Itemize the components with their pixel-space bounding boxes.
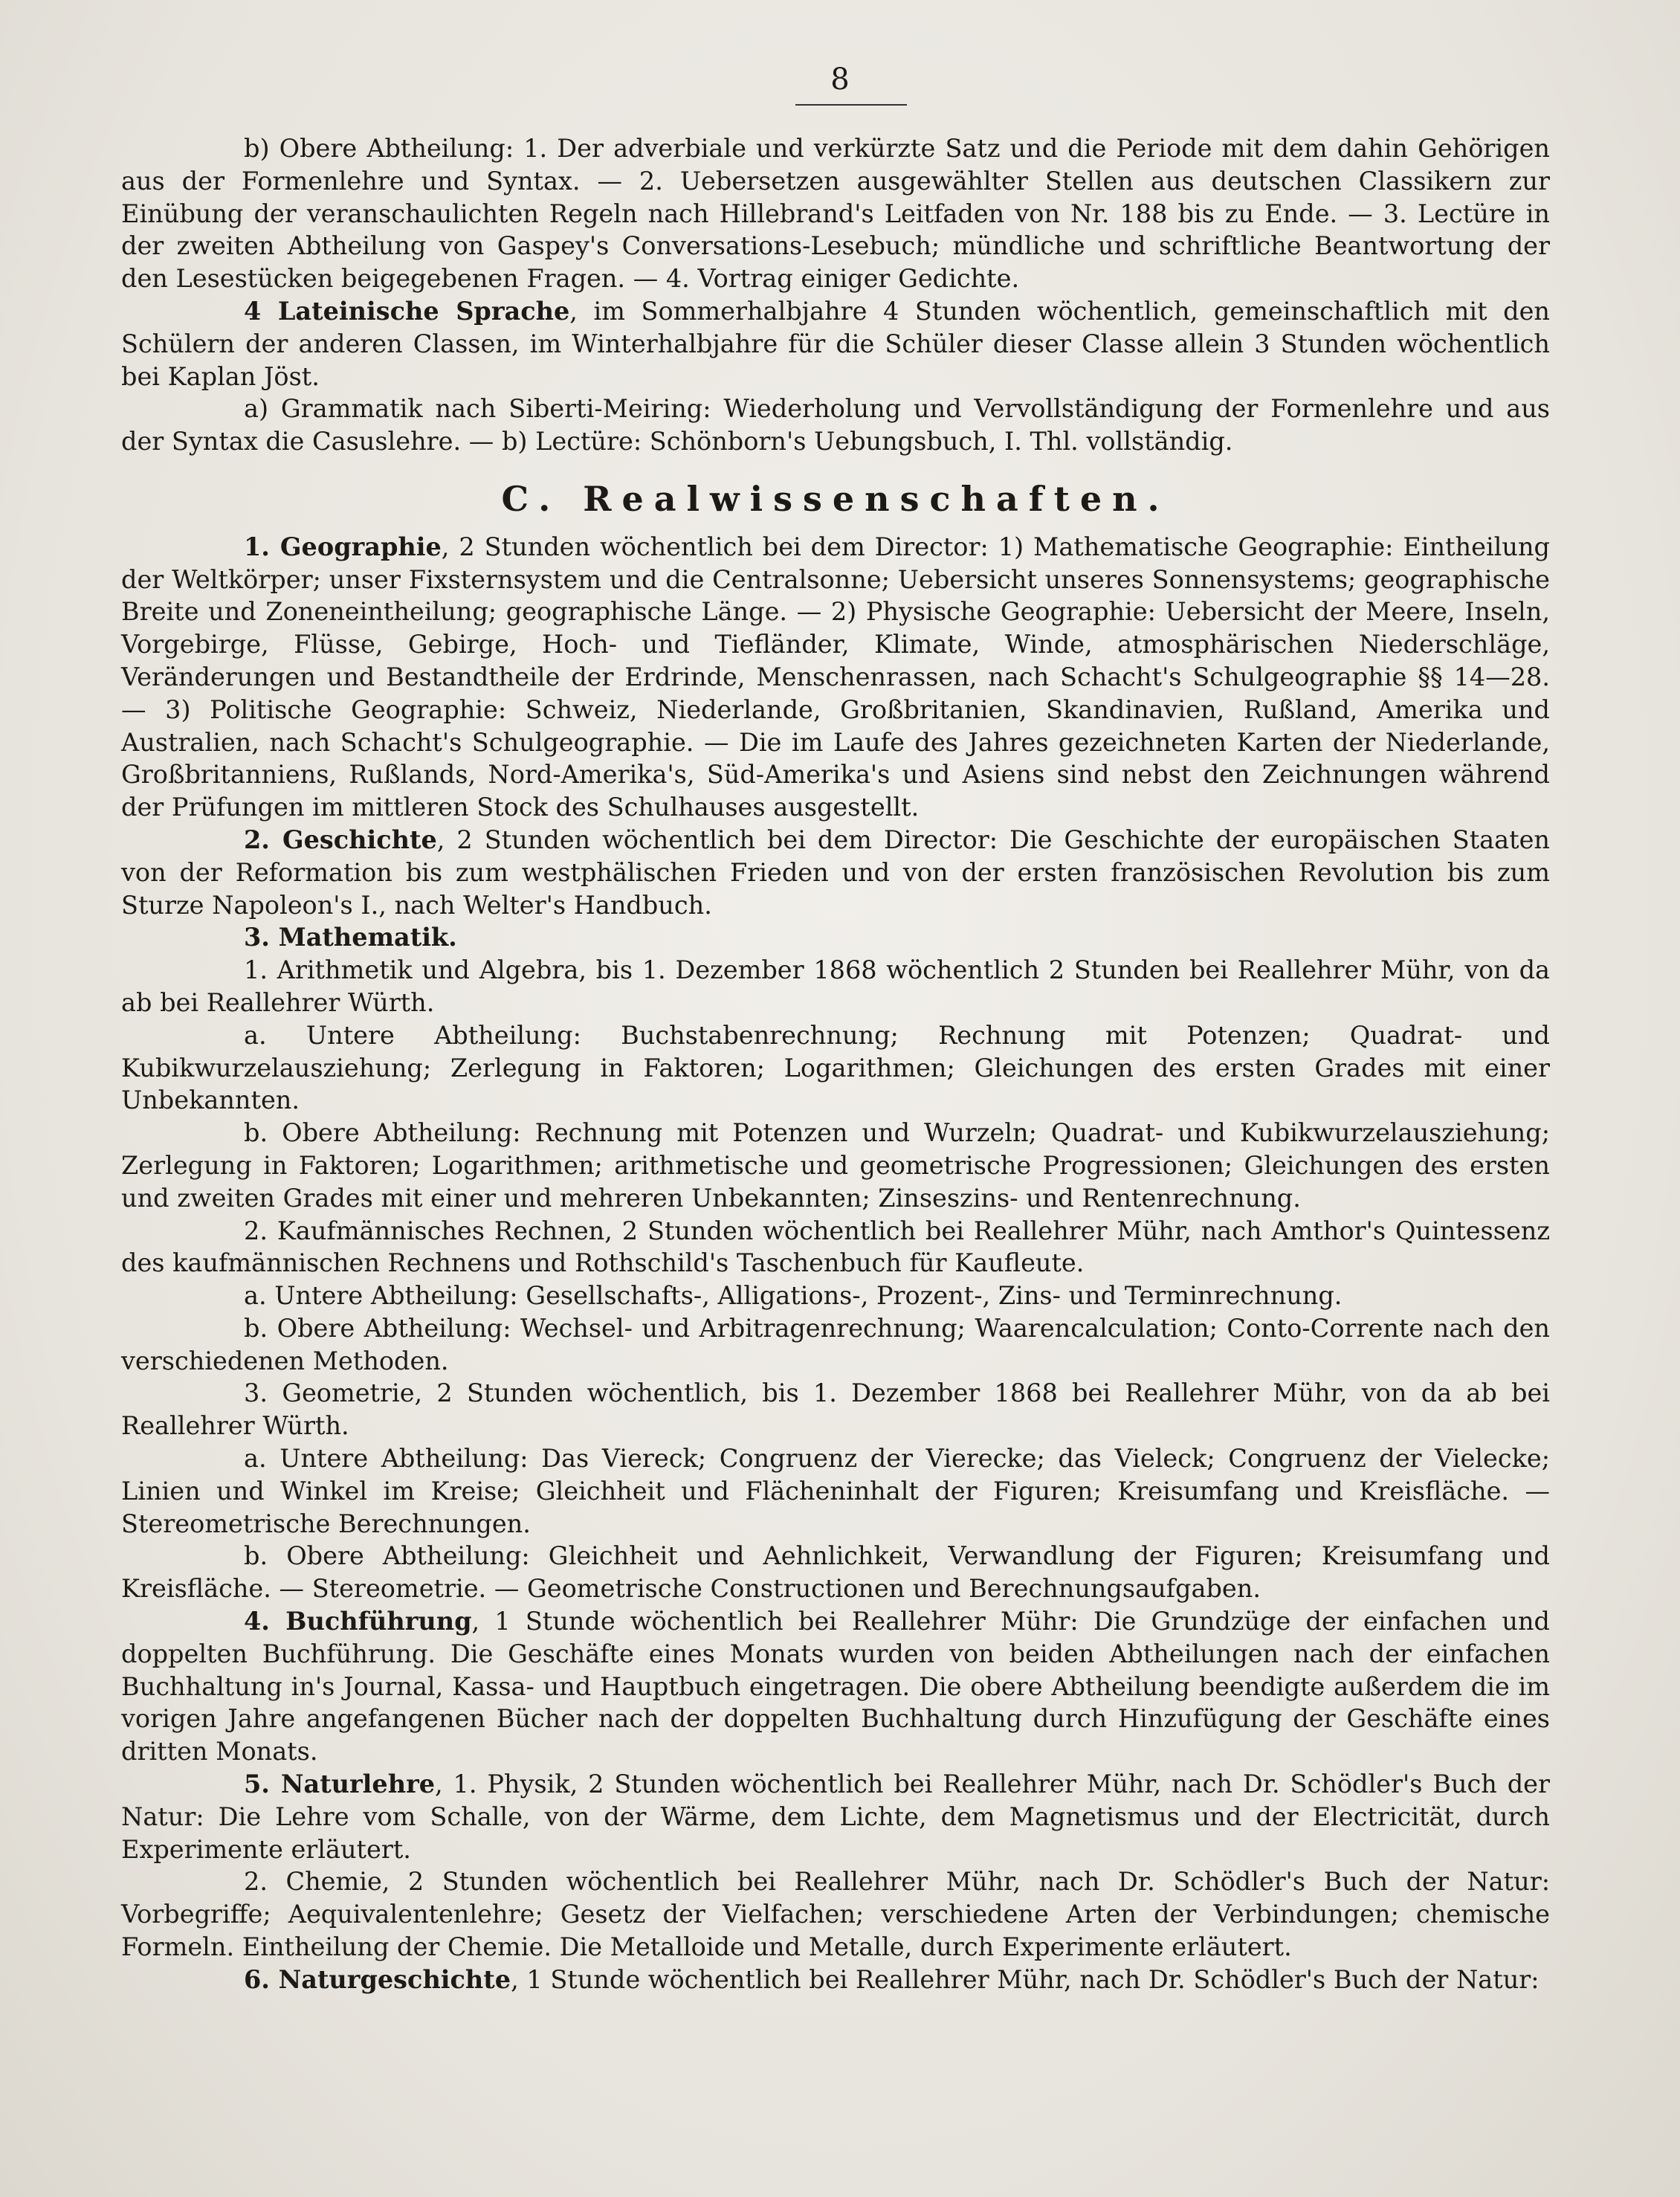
paragraph-arithmetik-obere: b. Obere Abtheilung: Rechnung mit Potenzen und Wurzeln; Quadrat- und Kubikwurzelausziehung; Zerlegung in Faktoren; Logarithmen; arithmetische und geometrische Progressionen; Gleichungen des ersten und zweiten Grades mit einer und mehreren Unbekannten; Zinseszins- und Rentenrechnung. (121, 1118, 1550, 1213)
paragraph-lateinische-sprache (121, 295, 1550, 393)
paragraph-kaufmaennisches-rechnen: 2. Kaufmännisches Rechnen, 2 Stunden wöchentlich bei Reallehrer Mühr, nach Amthor's Quintessenz des kaufmännischen Rechnens und Rothschild's Taschenbuch für Kaufleute. (121, 1216, 1550, 1278)
section-title-geschichte: 2. Geschichte (244, 825, 437, 854)
section-text-naturlehre: , 1. Physik, 2 Stunden wöchentlich bei Reallehrer Mühr, nach Dr. Schödler's Buch der Natur: Die Lehre vom Schalle, von der Wärme, dem Lichte, dem Magnetismus und der Electricität, durch Experimente erläutert. (121, 1769, 1550, 1864)
section-title-mathematik: 3. Mathematik. (244, 923, 457, 952)
paragraph-rechnen-obere: b. Obere Abtheilung: Wechsel- und Arbitragenrechnung; Waarencalculation; Conto-Corrente nach den verschiedenen Methoden. (121, 1313, 1550, 1375)
section-text-buchfuehrung: , 1 Stunde wöchentlich bei Reallehrer Mühr: Die Grundzüge der einfachen und doppelten Buchführung. Die Geschäfte eines Monats wurden von beiden Abtheilungen nach der einfachen Buchhaltung in's Journal, Kassa- und Hauptbuch eingetragen. Die obere Abtheilung beendigte außerdem die im vorigen Jahre angefangenen Bücher nach der doppelten Buchhaltung durch Hinzufügung der Geschäfte eines dritten Monats. (121, 1607, 1550, 1767)
section-title-naturlehre: 5. Naturlehre (244, 1769, 436, 1799)
page-number: 8 (830, 62, 850, 97)
body-text (121, 132, 1550, 1996)
paragraph-geographie (121, 531, 1550, 824)
paragraph-buchfuehrung (121, 1605, 1550, 1768)
section-title-geographie: 1. Geographie (244, 532, 442, 561)
section-text-latin: , im Sommerhalbjahre 4 Stunden wöchentlich, gemeinschaftlich mit den Schülern der anderen Classen, im Winterhalbjahre für die Schüler dieser Classe allein 3 Stunden wöchentlich bei Kaplan Jöst. (121, 296, 1550, 391)
section-text-naturgeschichte: , 1 Stunde wöchentlich bei Reallehrer Mühr, nach Dr. Schödler's Buch der Natur: (511, 1964, 1540, 1994)
paragraph-mathematik (121, 921, 1550, 954)
paragraph-geometrie-untere: a. Untere Abtheilung: Das Viereck; Congruenz der Vierecke; das Vieleck; Congruenz der Vielecke; Linien und Winkel im Kreise; Gleichheit und Flächeninhalt der Figuren; Kreisumfang und Kreisfläche. — Stereometrische Berechnungen. (121, 1444, 1550, 1538)
paragraph-geometrie: 3. Geometrie, 2 Stunden wöchentlich, bis 1. Dezember 1868 bei Reallehrer Mühr, von da ab bei Reallehrer Würth. (121, 1378, 1550, 1441)
section-heading-realwissenschaften: C. Realwissenschaften. (501, 478, 1170, 519)
paragraph-chemie: 2. Chemie, 2 Stunden wöchentlich bei Reallehrer Mühr, nach Dr. Schödler's Buch der Natur: Vorbegriffe; Aequivalentenlehre; Gesetz der Vielfachen; verschiedene Arten der Verbindungen; chemische Formeln. Eintheilung der Chemie. Die Metalloide und Metalle, durch Experimente erläutert. (121, 1867, 1550, 1962)
paragraph-arithmetik: 1. Arithmetik und Algebra, bis 1. Dezember 1868 wöchentlich 2 Stunden bei Reallehrer Mühr, von da ab bei Reallehrer Würth. (121, 955, 1550, 1017)
paragraph-geschichte (121, 824, 1550, 921)
paragraph-naturlehre (121, 1768, 1550, 1865)
section-text-geographie: , 2 Stunden wöchentlich bei dem Director: 1) Mathematische Geographie: Eintheilung der Weltkörper; unser Fixsternsystem und die Centralsonne; Uebersicht unseres Sonnensystems; geographische Breite und Zoneneintheilung; geographische Länge. — 2) Physische Geographie: Uebersicht der Meere, Inseln, Vorgebirge, Flüsse, Gebirge, Hoch- und Tiefländer, Klimate, Winde, atmosphärischen Niederschläge, Veränderungen und Bestandtheile der Erdrinde, Menschenrassen, nach Schacht's Schulgeographie §§ 14—28. — 3) Politische Geographie: Schweiz, Niederlande, Großbritanien, Skandinavien, Rußland, Amerika und Australien, nach Schacht's Schulgeographie. — Die im Laufe des Jahres gezeichneten Karten der Niederlande, Großbritanniens, Rußlands, Nord-Amerika's, Süd-Amerika's und Asiens sind nebst den Zeichnungen während der Prüfungen im mittleren Stock des Schulhauses ausgestellt. (121, 532, 1550, 822)
paragraph-geometrie-obere: b. Obere Abtheilung: Gleichheit und Aehnlichkeit, Verwandlung der Figuren; Kreisumfang und Kreisfläche. — Stereometrie. — Geometrische Constructionen und Berechnungsaufgaben. (121, 1541, 1550, 1604)
section-title-latin: 4 Lateinische Sprache (244, 296, 570, 326)
paragraph-grammatik: a) Grammatik nach Siberti-Meiring: Wiederholung und Vervollständigung der Formenlehre und aus der Syntax die Casuslehre. — b) Lectüre: Schönborn's Uebungsbuch, I. Thl. vollständig. (121, 394, 1550, 457)
section-text-geschichte: , 2 Stunden wöchentlich bei dem Director: Die Geschichte der europäischen Staaten von der Reformation bis zum westphälischen Frieden und von der ersten französischen Revolution bis zum Sturze Napoleon's I., nach Welter's Handbuch. (121, 825, 1550, 920)
page-number-rule (795, 104, 907, 106)
paragraph-arithmetik-untere: a. Untere Abtheilung: Buchstabenrechnung; Rechnung mit Potenzen; Quadrat- und Kubikwurzelausziehung; Zerlegung in Faktoren; Logarithmen; Gleichungen des ersten Grades mit einer Unbekannten. (121, 1020, 1550, 1115)
paragraph-obere-abtheilung: b) Obere Abtheilung: 1. Der adverbiale und verkürzte Satz und die Periode mit dem dahin Gehörigen aus der Formenlehre und Syntax. — 2. Uebersetzen ausgewählter Stellen aus deutschen Classikern zur Einübung der veranschaulichten Regeln nach Hillebrand's Leitfaden von Nr. 188 bis zu Ende. — 3. Lectüre in der zweiten Abtheilung von Gaspey's Conversations-Lesebuch; mündliche und schriftliche Beantwortung der den Lesestücken beigegebenen Fragen. — 4. Vortrag einiger Gedichte. (121, 134, 1550, 294)
paragraph-naturgeschichte (121, 1964, 1550, 1996)
section-title-naturgeschichte: 6. Naturgeschichte (244, 1964, 511, 1994)
section-title-buchfuehrung: 4. Buchführung (244, 1607, 472, 1636)
paragraph-rechnen-untere: a. Untere Abtheilung: Gesellschafts-, Alligations-, Prozent-, Zins- und Terminrechnung. (244, 1281, 1343, 1311)
